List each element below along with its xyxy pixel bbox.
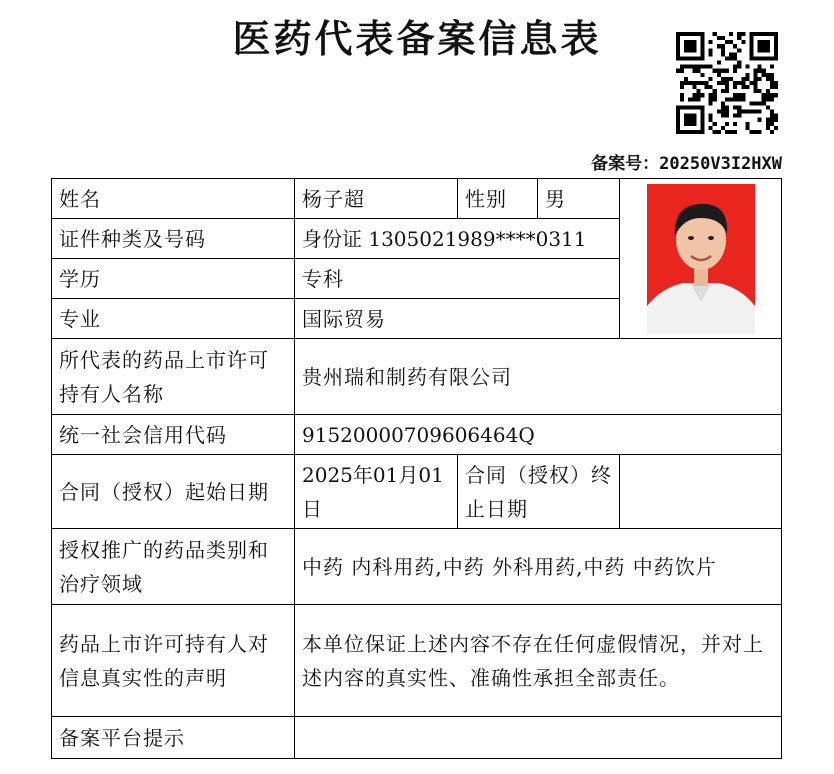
statement-label: 药品上市许可持有人对信息真实性的声明 xyxy=(52,605,295,717)
record-value: 20250V3I2HXW xyxy=(659,154,782,174)
category-value: 中药 内科用药,中药 外科用药,中药 中药饮片 xyxy=(295,529,782,605)
start-date-value: 2025年01月01日 xyxy=(295,455,458,529)
photo-cell xyxy=(620,179,782,339)
name-value: 杨子超 xyxy=(295,179,458,219)
end-date-label: 合同（授权）终止日期 xyxy=(458,455,620,529)
notice-label: 备案平台提示 xyxy=(52,717,295,759)
major-label: 专业 xyxy=(52,299,295,339)
record-number xyxy=(591,149,782,174)
education-label: 学历 xyxy=(52,259,295,299)
credit-code-value: 91520000709606464Q xyxy=(295,415,782,455)
gender-label: 性别 xyxy=(458,179,538,219)
category-label: 授权推广的药品类别和治疗领域 xyxy=(52,529,295,605)
record-label: 备案号： xyxy=(591,154,660,174)
info-table xyxy=(51,178,782,759)
id-value: 身份证 1305021989****0311 xyxy=(295,219,620,259)
person-photo xyxy=(647,184,755,334)
statement-value: 本单位保证上述内容不存在任何虚假情况，并对上述内容的真实性、准确性承担全部责任。 xyxy=(295,605,782,717)
start-date-label: 合同（授权）起始日期 xyxy=(52,455,295,529)
end-date-value xyxy=(620,455,782,529)
page-title: 医药代表备案信息表 xyxy=(232,17,602,61)
id-label: 证件种类及号码 xyxy=(52,219,295,259)
holder-value: 贵州瑞和制药有限公司 xyxy=(295,339,782,415)
gender-value: 男 xyxy=(538,179,620,219)
credit-code-label: 统一社会信用代码 xyxy=(52,415,295,455)
name-label: 姓名 xyxy=(52,179,295,219)
notice-value xyxy=(295,717,782,759)
education-value: 专科 xyxy=(295,259,620,299)
qr-code xyxy=(676,32,778,134)
major-value: 国际贸易 xyxy=(295,299,620,339)
holder-label: 所代表的药品上市许可持有人名称 xyxy=(52,339,295,415)
